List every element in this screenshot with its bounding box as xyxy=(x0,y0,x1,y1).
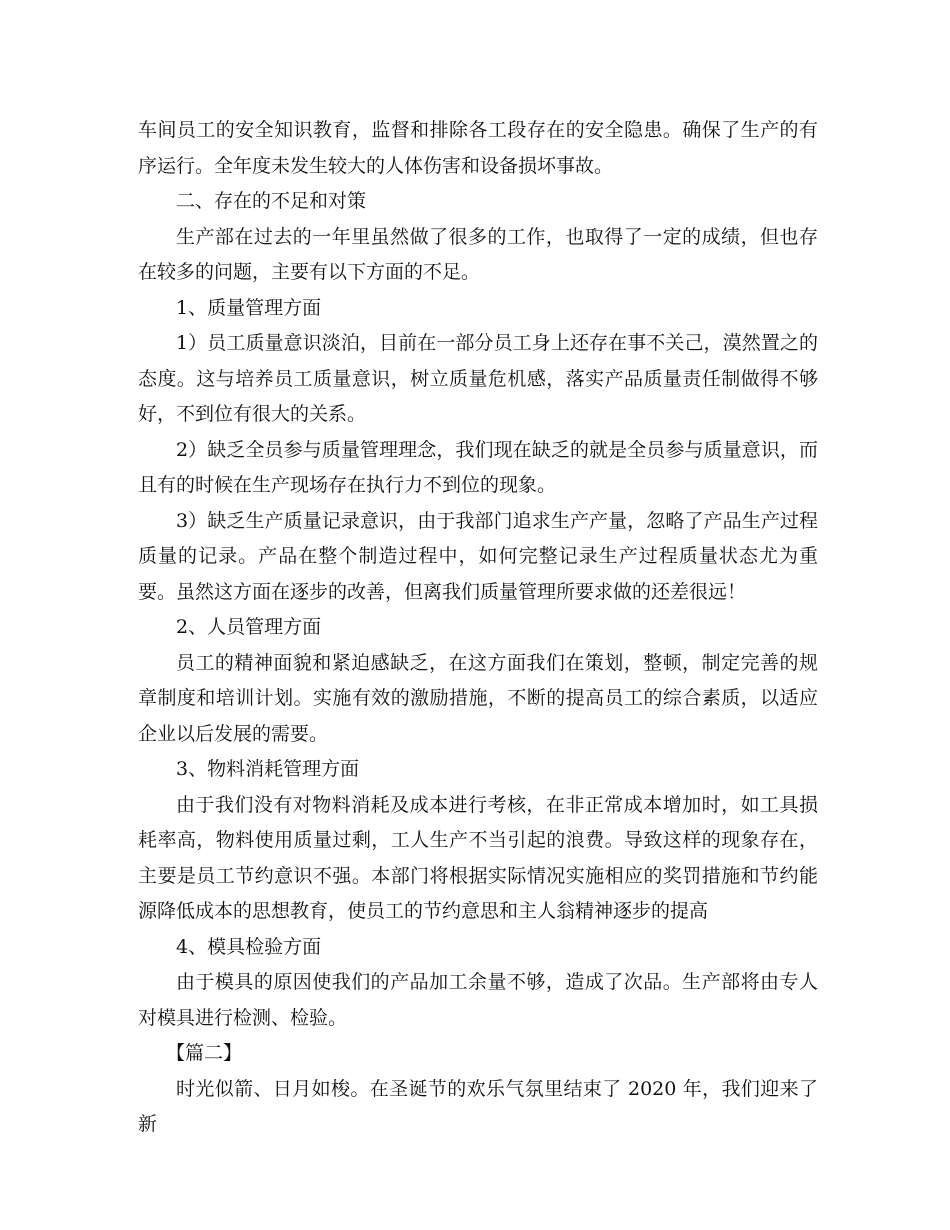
paragraph-quality-awareness: 1）员工质量意识淡泊，目前在一部分员工身上还存在事不关己，漠然置之的态度。这与培养员工质量意识，树立质量危机感，落实产品质量责任制做得不够好，不到位有很大的关系。 xyxy=(138,332,818,425)
subheading-material-consumption: 3、物料消耗管理方面 xyxy=(176,758,360,780)
paragraph-material-consumption: 由于我们没有对物料消耗及成本进行考核，在非正常成本增加时，如工具损耗率高，物料使用质量过剩，工人生产不当引起的浪费。导致这样的现象存在，主要是员工节约意识不强。本部门将根据实际情况实施相应的奖罚措施和节约能源降低成本的思想教育，使员工的节约意思和主人翁精神逐步的提高 xyxy=(138,793,818,922)
section-heading-shortcomings: 二、存在的不足和对策 xyxy=(176,190,367,212)
paragraph-part-two-opening: 时光似箭、日月如梭。在圣诞节的欢乐气氛里结束了 2020 年，我们迎来了新 xyxy=(138,1077,818,1135)
paragraph-personnel: 员工的精神面貌和紧迫感缺乏，在这方面我们在策划，整顿，制定完善的规章制度和培训计划。实施有效的激励措施，不断的提高员工的综合素质，以适应企业以后发展的需要。 xyxy=(138,651,818,745)
paragraph-shortcomings-intro: 生产部在过去的一年里虽然做了很多的工作，也取得了一定的成绩，但也存在较多的问题，主要有以下方面的不足。 xyxy=(138,225,818,283)
subheading-quality-management: 1、质量管理方面 xyxy=(176,296,322,319)
paragraph-mold-inspection: 由于模具的原因使我们的产品加工余量不够，造成了次品。生产部将由专人对模具进行检测、检验。 xyxy=(138,971,818,1029)
document-body xyxy=(138,113,818,1143)
paragraph-quality-records: 3）缺乏生产质量记录意识，由于我部门追求生产产量，忽略了产品生产过程质量的记录。产品在整个制造过程中，如何完整记录生产过程质量状态尤为重要。虽然这方面在逐步的改善，但离我们质量管理所要求做的还差很远！ xyxy=(138,509,818,603)
subheading-personnel-management: 2、人员管理方面 xyxy=(176,616,322,638)
paragraph-full-participation: 2）缺乏全员参与质量管理理念，我们现在缺乏的就是全员参与质量意识，而且有的时候在生产现场存在执行力不到位的现象。 xyxy=(138,438,818,496)
subheading-mold-inspection: 4、模具检验方面 xyxy=(176,935,322,958)
paragraph-safety-education: 车间员工的安全知识教育，监督和排除各工段存在的安全隐患。确保了生产的有序运行。全年度未发生较大的人体伤害和设备损坏事故。 xyxy=(138,119,818,177)
section-heading-part-two: 【篇二】 xyxy=(166,1042,243,1064)
